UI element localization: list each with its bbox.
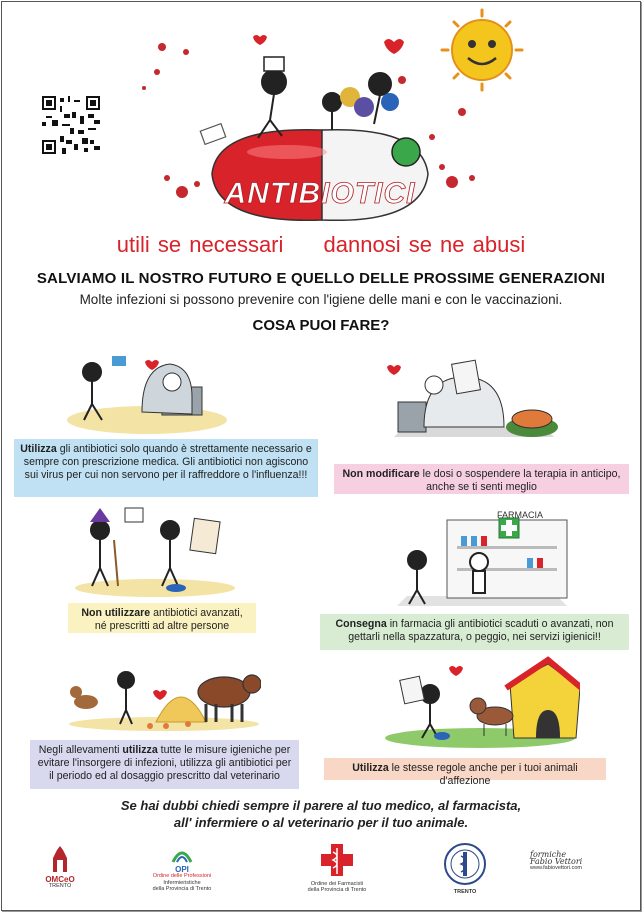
tip-6-text: le stesse regole anche per i tuoi animali d'affezione (391, 762, 578, 787)
logo-artist (530, 852, 610, 872)
cow-icon (198, 675, 261, 722)
omceo-emblem-icon (45, 844, 75, 874)
tip-box-1 (14, 439, 318, 497)
footer-line-2: all' infermiere o al veterinario per il tuo animale. (173, 815, 469, 830)
tip-box-6 (324, 758, 606, 787)
omceo-name: OMCeO (45, 874, 75, 884)
opi-sub-1: Ordine delle Professioni (152, 873, 212, 879)
sun-icon (442, 10, 522, 90)
footer-note (2, 797, 640, 831)
tip-box-2 (334, 464, 629, 494)
scene-two-characters (70, 500, 240, 600)
tip-box-4 (320, 614, 629, 650)
pharmacy-cross-icon (319, 842, 355, 878)
footer-line-1: Se hai dubbi chiedi sempre il parere al tuo medico, al farmacista, (120, 798, 522, 813)
tagline-left: utili se necessari (116, 232, 284, 257)
poster (1, 1, 641, 911)
tip-6-strong: Utilizza (352, 762, 389, 774)
logo-omceo (42, 844, 78, 890)
veterinary-emblem-icon (443, 842, 487, 886)
opi-sub-2: Infermieristiche (163, 879, 201, 886)
farmacisti-line-1: Ordine dei Farmacisti (310, 880, 364, 887)
tip-box-5 (30, 740, 299, 789)
opi-sub-3: della Provincia di Trento (152, 886, 212, 892)
opi-name: OPI (175, 864, 189, 874)
dog-icon (70, 686, 98, 709)
tip-1-text: gli antibiotici solo quando è strettamente necessario e sempre con prescrizione medica. Gli antibiotici non agiscono sui virus per cui non servono per il raffreddore o l'influenza!!! (23, 443, 312, 481)
tip-3-text: antibiotici avanzati, né prescritti ad altre persone (94, 607, 243, 632)
artist-line-2: Fabio Vettori (530, 856, 583, 866)
opi-emblem-icon (169, 844, 195, 864)
tip-5-strong: utilizza (122, 744, 158, 756)
antibiotici-title: ANTIBIOTICI (224, 177, 416, 210)
tip-5-text: tutte le misure igieniche per evitare l'insorgere di infezioni, utilizza gli antibiotici per il periodo ed al dosaggio prescritto dal veterinario (37, 744, 292, 782)
artist-line-1: formiche (530, 850, 567, 859)
tip-2-text: le dosi o sospendere la terapia in anticipo, anche se ti senti meglio (422, 468, 621, 493)
scene-bed-cat (384, 347, 564, 445)
scene-pharmacy (387, 510, 577, 610)
tagline (2, 232, 640, 258)
pharmacy-sign: FARMACIA (497, 510, 544, 520)
qr-code[interactable] (42, 96, 100, 154)
farmacisti-line-2: della Provincia di Trento (307, 887, 367, 893)
logo-farmacisti (302, 842, 372, 894)
tip-4-text: in farmacia gli antibiotici scaduti o avanzati, non gettarli nella spazzatura, o peggio, nei servizi igienici!! (348, 618, 614, 643)
tip-5-pre: Negli allevamenti (38, 744, 120, 756)
tagline-right: dannosi se ne abusi (323, 232, 526, 257)
subline: Molte infezioni si possono prevenire con l'igiene delle mani e con le vaccinazioni. (79, 292, 563, 307)
tip-1-strong: Utilizza (20, 443, 57, 455)
tip-2-strong: Non modificare (342, 468, 420, 480)
artist-url[interactable]: www.fabiovettori.com (530, 865, 582, 871)
scene-sick-bed (62, 342, 232, 442)
tip-box-3 (68, 603, 256, 633)
headline: SALVIAMO IL NOSTRO FUTURO E QUELLO DELLE PROSSIME GENERAZIONI (36, 270, 606, 287)
tip-3-strong: Non utilizzare (81, 607, 151, 619)
tip-4-strong: Consegna (335, 618, 387, 630)
vet-city: TRENTO (453, 888, 477, 895)
omceo-sub: TRENTO (48, 883, 72, 889)
logo-veterinari (440, 842, 490, 895)
scene-dog-house (380, 654, 580, 750)
scene-farm (66, 652, 261, 732)
logo-opi (152, 844, 212, 893)
section-question: COSA PUOI FARE? (252, 317, 390, 334)
